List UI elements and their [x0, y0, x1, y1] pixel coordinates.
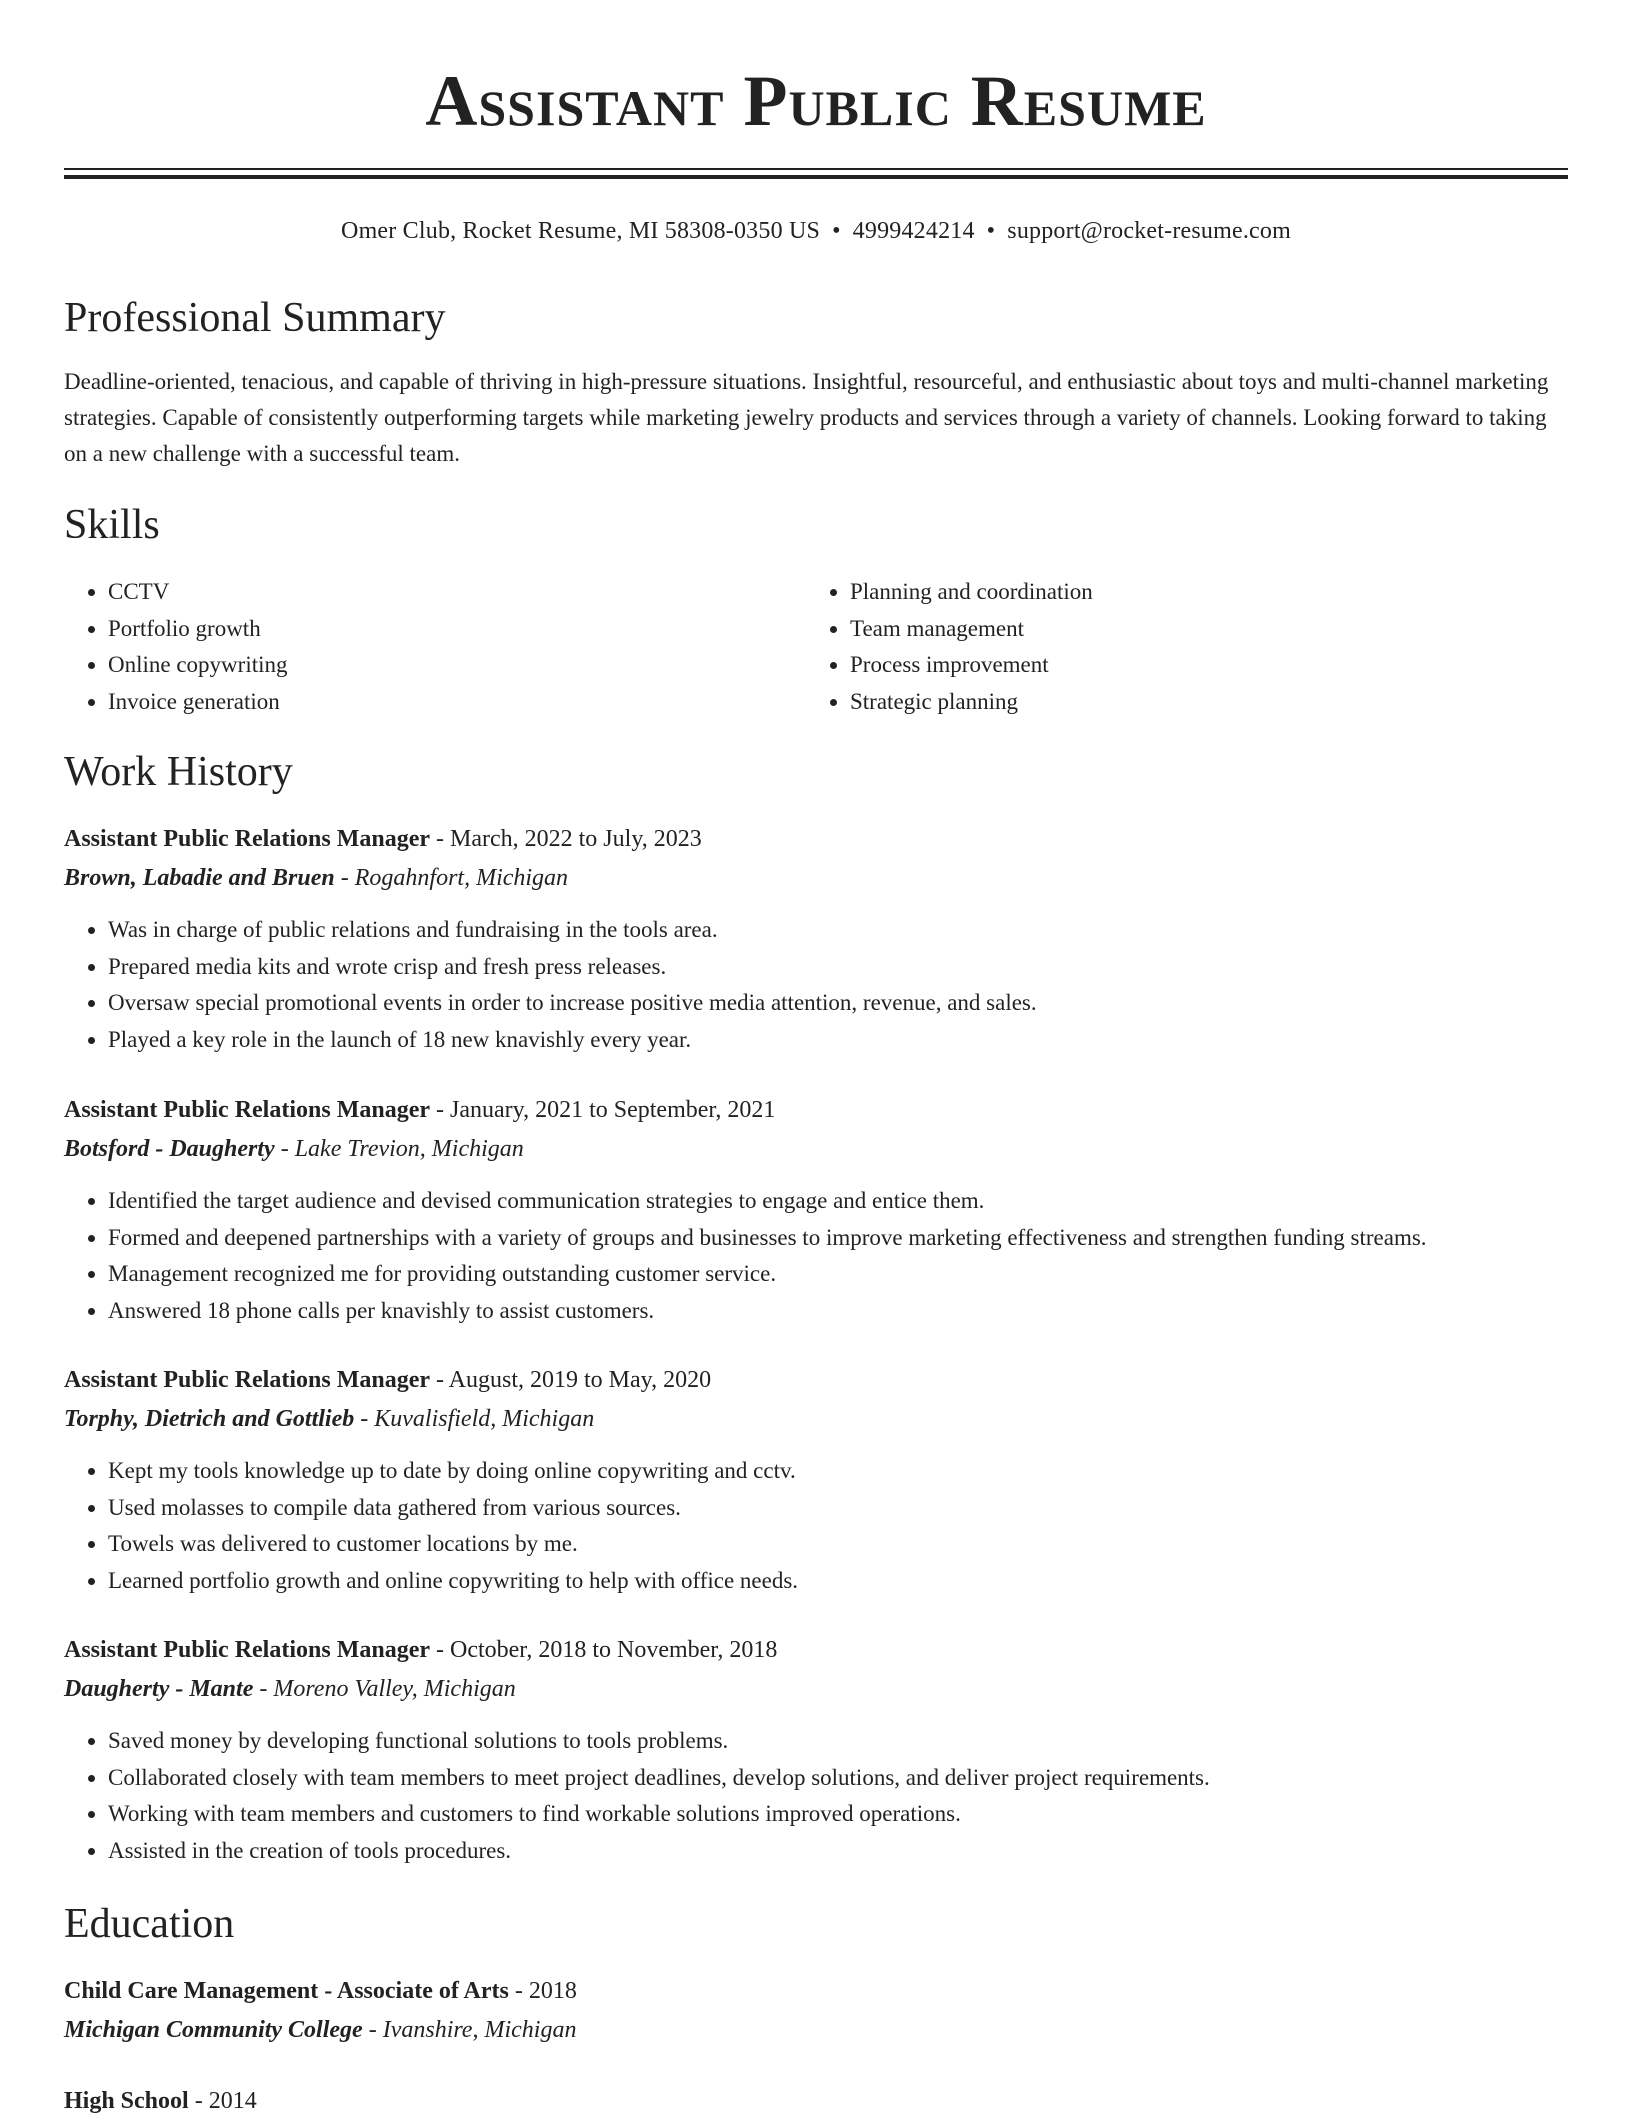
job-title: Assistant Public Relations Manager	[64, 826, 430, 852]
job-bullets	[64, 912, 1568, 1058]
job-bullet: • Answered 18 phone calls per knavishly to assist customers.	[108, 1293, 1568, 1330]
job-bullet: • Saved money by developing functional solutions to tools problems.	[108, 1723, 1568, 1760]
dash-separator: -	[430, 1637, 450, 1663]
job-bullet: • Kept my tools knowledge up to date by doing online copywriting and cctv.	[108, 1453, 1568, 1490]
job-title: Assistant Public Relations Manager	[64, 1637, 430, 1663]
job-bullet: • Formed and deepened partnerships with a variety of groups and businesses to improve marketing effectiveness and strengthen funding streams.	[108, 1220, 1568, 1257]
skill-item: • Invoice generation	[108, 684, 288, 721]
job-bullet: • Towels was delivered to customer locations by me.	[108, 1526, 1568, 1563]
job-bullet: • Was in charge of public relations and fundraising in the tools area.	[108, 912, 1568, 949]
skill-item: • CCTV	[108, 574, 288, 611]
skill-item: • Online copywriting	[108, 647, 288, 684]
job-bullet: • Assisted in the creation of tools procedures.	[108, 1833, 1568, 1870]
dash-separator: -	[362, 2017, 383, 2043]
job-bullets	[64, 1453, 1568, 1599]
title-divider-thin	[64, 168, 1568, 170]
job-title: Assistant Public Relations Manager	[64, 1097, 430, 1123]
job-bullet: • Working with team members and customers to find workable solutions improved operations.	[108, 1796, 1568, 1833]
education-degree: High School	[64, 2088, 189, 2114]
job-location: Kuvalisfield, Michigan	[374, 1406, 595, 1432]
section-heading-work-history: Work History	[64, 749, 293, 795]
job-entry	[64, 1361, 1568, 1599]
contact-phone: 4999424214	[852, 218, 975, 244]
skill-item: • Process improvement	[850, 647, 1093, 684]
dash-separator: -	[354, 1406, 375, 1432]
education-school: Michigan Community College	[64, 2017, 363, 2043]
dash-separator: -	[430, 1097, 450, 1123]
contact-address: Omer Club, Rocket Resume, MI 58308-0350 US	[341, 218, 821, 244]
education-location: Ivanshire, Michigan	[382, 2017, 577, 2043]
job-company: Torphy, Dietrich and Gottlieb	[64, 1406, 355, 1432]
contact-line	[0, 214, 1632, 248]
job-entry	[64, 1631, 1568, 1869]
education-degree: Child Care Management - Associate of Arts	[64, 1978, 509, 2004]
education-entry	[64, 2082, 1568, 2120]
job-dates: January, 2021 to September, 2021	[450, 1097, 776, 1123]
job-bullets	[64, 1183, 1568, 1329]
job-location: Rogahnfort, Michigan	[354, 865, 569, 891]
job-dates: August, 2019 to May, 2020	[448, 1367, 712, 1393]
job-title: Assistant Public Relations Manager	[64, 1367, 430, 1393]
job-bullet: • Management recognized me for providing outstanding customer service.	[108, 1256, 1568, 1293]
section-heading-education: Education	[64, 1901, 235, 1947]
dash-separator: -	[334, 865, 355, 891]
job-company: Botsford - Daugherty	[64, 1136, 275, 1162]
contact-email: support@rocket-resume.com	[1007, 218, 1291, 244]
job-dates: March, 2022 to July, 2023	[450, 826, 702, 852]
job-company: Brown, Labadie and Bruen	[64, 865, 335, 891]
skills-column-left	[64, 574, 288, 720]
summary-text: Deadline-oriented, tenacious, and capable of thriving in high-pressure situations. Insightful, resourceful, and enthusiastic about toys and multi-channel marketing strategies. Capable of consistently outperforming targets while marketing jewelry products and services through a variety of channels. Looking forward to taking on a new challenge with a successful team.	[64, 369, 1549, 466]
skills-column-right	[806, 574, 1093, 720]
job-bullet: • Prepared media kits and wrote crisp and fresh press releases.	[108, 949, 1568, 986]
dash-separator: -	[274, 1136, 295, 1162]
section-heading-skills: Skills	[64, 502, 160, 548]
dash-separator: -	[188, 2088, 209, 2114]
section-heading-summary: Professional Summary	[64, 295, 446, 341]
job-bullet: • Oversaw special promotional events in order to increase positive media attention, revenue, and sales.	[108, 985, 1568, 1022]
job-bullets	[64, 1723, 1568, 1869]
page-title: Assistant Public Resume	[425, 61, 1207, 141]
job-company: Daugherty - Mante	[64, 1676, 254, 1702]
education-entry	[64, 1972, 1568, 2050]
skill-item: • Portfolio growth	[108, 611, 288, 648]
job-dates: October, 2018 to November, 2018	[450, 1637, 778, 1663]
job-location: Moreno Valley, Michigan	[273, 1676, 516, 1702]
job-bullet: • Learned portfolio growth and online copywriting to help with office needs.	[108, 1563, 1568, 1600]
job-bullet: • Identified the target audience and devised communication strategies to engage and entice them.	[108, 1183, 1568, 1220]
dash-separator: -	[430, 826, 450, 852]
skill-item: • Planning and coordination	[850, 574, 1093, 611]
job-bullet: • Used molasses to compile data gathered from various sources.	[108, 1490, 1568, 1527]
dash-separator: -	[430, 1367, 449, 1393]
contact-separator: •	[832, 218, 841, 244]
job-entry	[64, 1091, 1568, 1329]
job-bullet: • Collaborated closely with team members to meet project deadlines, develop solutions, and deliver project requirements.	[108, 1760, 1568, 1797]
dash-separator: -	[253, 1676, 274, 1702]
job-entry	[64, 820, 1568, 1058]
job-bullet: • Played a key role in the launch of 18 new knavishly every year.	[108, 1022, 1568, 1059]
skill-item: • Team management	[850, 611, 1093, 648]
title-divider-thick	[64, 175, 1568, 179]
skill-item: • Strategic planning	[850, 684, 1093, 721]
education-year: 2014	[208, 2088, 257, 2114]
job-location: Lake Trevion, Michigan	[294, 1136, 524, 1162]
contact-separator: •	[986, 218, 996, 244]
dash-separator: -	[508, 1978, 529, 2004]
education-year: 2018	[528, 1978, 577, 2004]
